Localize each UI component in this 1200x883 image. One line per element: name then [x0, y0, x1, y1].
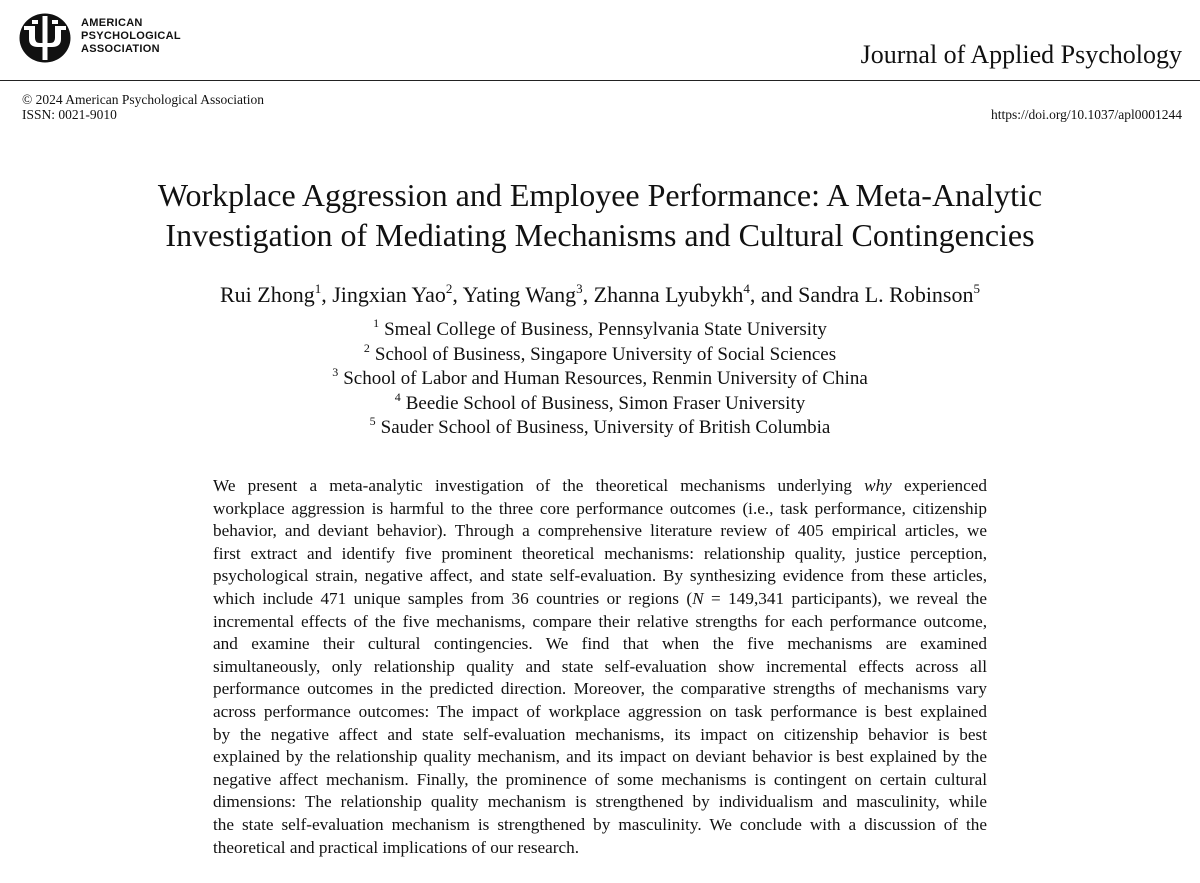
abstract-emphasis: N: [692, 588, 704, 608]
affiliation-text: Sauder School of Business, University of British Columbia: [380, 417, 831, 438]
abstract-line: simultaneously, only relationship quality and state self-evaluation show incremental effects across all: [213, 656, 987, 676]
author-name: Rui Zhong: [219, 282, 315, 307]
abstract-line: the state self-evaluation mechanism is strengthened by masculinity. We conclude with a discussion of the: [213, 814, 987, 834]
author-separator: ,: [321, 282, 333, 307]
affiliation-number: 5: [369, 414, 376, 428]
affiliation-text: Beedie School of Business, Simon Fraser University: [405, 392, 806, 414]
affiliation: [0, 318, 1200, 343]
abstract-line: psychological strain, negative affect, and state self-evaluation. By synthesizing evidence from these articles,: [213, 566, 987, 586]
author-name: Zhanna Lyubykh: [593, 282, 744, 307]
abstract-text: We present a meta-analytic investigation of the theoretical mechanisms underlying: [213, 476, 865, 495]
affiliation-text: School of Business, Singapore University of Social Sciences: [374, 343, 837, 365]
doi-link[interactable]: https://doi.org/10.1037/apl0001244: [990, 107, 1182, 122]
abstract-text: = 149,341 participants), we reveal the: [703, 588, 987, 608]
affiliation: [0, 416, 1200, 441]
affiliation-number: 4: [394, 389, 401, 404]
abstract-line: incremental effects of the five mechanisms, compare their relative strengths for each performance outcome,: [213, 611, 987, 631]
abstract-line: across performance outcomes: The impact of workplace aggression on task performance is best explained: [213, 701, 987, 721]
abstract-line: [213, 588, 987, 611]
publisher-line: AMERICAN: [81, 17, 143, 29]
abstract-line: workplace aggression is harmful to the three core performance outcomes (i.e., task performance, citizenship: [213, 498, 987, 518]
affiliation-number: 2: [363, 340, 370, 355]
title-line: Investigation of Mediating Mechanisms and Cultural Contingencies: [165, 217, 1035, 253]
affiliation-number: 1: [373, 316, 380, 330]
affiliation: [0, 389, 1200, 417]
author-name: Jingxian Yao: [332, 282, 446, 307]
abstract-line: behavior, and deviant behavior). Through a comprehensive literature review of 405 empirical articles, we: [213, 521, 987, 541]
apa-logo: [18, 12, 218, 64]
affiliation-text: School of Labor and Human Resources, Renmin University of China: [343, 368, 868, 389]
abstract-line: first extract and identify five prominent theoretical mechanisms: relationship quality, justice perception,: [213, 543, 987, 563]
author-name: Sandra L. Robinson: [798, 282, 974, 307]
abstract-line: negative affect mechanism. Finally, the prominence of some mechanisms is contingent on certain cultural: [213, 769, 987, 789]
journal-name: Journal of Applied Psychology: [860, 40, 1182, 69]
publisher-line: PSYCHOLOGICAL: [81, 30, 181, 42]
affiliation-list: [0, 318, 1200, 441]
abstract-line: by the negative affect and state self-evaluation mechanisms, its impact on citizenship behavior is best: [213, 724, 987, 744]
header-divider: [0, 80, 1200, 81]
publisher-line: ASSOCIATION: [81, 43, 160, 55]
author-separator: ,: [452, 282, 463, 307]
issn: ISSN: 0021-9010: [22, 107, 117, 122]
author-separator: , and: [749, 282, 799, 307]
journal-header: [0, 0, 1200, 90]
abstract-line: dimensions: The relationship quality mechanism is strengthened by individualism and masculinity, while: [213, 792, 987, 812]
author-affiliation-mark: 5: [973, 281, 980, 296]
apa-psi-logo-icon: [18, 12, 72, 64]
abstract-line: [213, 475, 987, 498]
author-separator: ,: [582, 282, 594, 307]
copyright-block: [22, 92, 264, 122]
abstract-emphasis: why: [864, 476, 892, 495]
abstract: [213, 475, 987, 859]
author-list: [0, 282, 1200, 308]
author-name: Yating Wang: [462, 282, 577, 307]
copyright-notice: © 2024 American Psychological Association: [22, 92, 264, 107]
publisher-name: [81, 17, 181, 56]
paper-title: [0, 175, 1200, 255]
affiliation: [0, 340, 1200, 368]
abstract-line: theoretical and practical implications of our research.: [213, 837, 580, 857]
abstract-line: performance outcomes in the predicted direction. Moreover, the comparative strengths of mechanisms vary: [213, 679, 987, 699]
author-affiliation-mark: 1: [314, 281, 322, 296]
abstract-text: experienced: [891, 476, 987, 495]
author-affiliation-mark: 3: [576, 281, 583, 296]
author-affiliation-mark: 4: [743, 281, 750, 296]
abstract-line: explained by the relationship quality mechanism, and its impact on deviant behavior is best explained by the: [213, 747, 987, 767]
affiliation-number: 3: [332, 365, 339, 379]
title-line: Workplace Aggression and Employee Performance: A Meta-Analytic: [157, 177, 1043, 213]
affiliation-text: Smeal College of Business, Pennsylvania State University: [384, 319, 827, 340]
abstract-line: and examine their cultural contingencies. We find that when the five mechanisms are examined: [213, 634, 987, 654]
abstract-text: which include 471 unique samples from 36 countries or regions (: [213, 588, 693, 608]
affiliation: [0, 367, 1200, 392]
author-affiliation-mark: 2: [445, 281, 453, 296]
